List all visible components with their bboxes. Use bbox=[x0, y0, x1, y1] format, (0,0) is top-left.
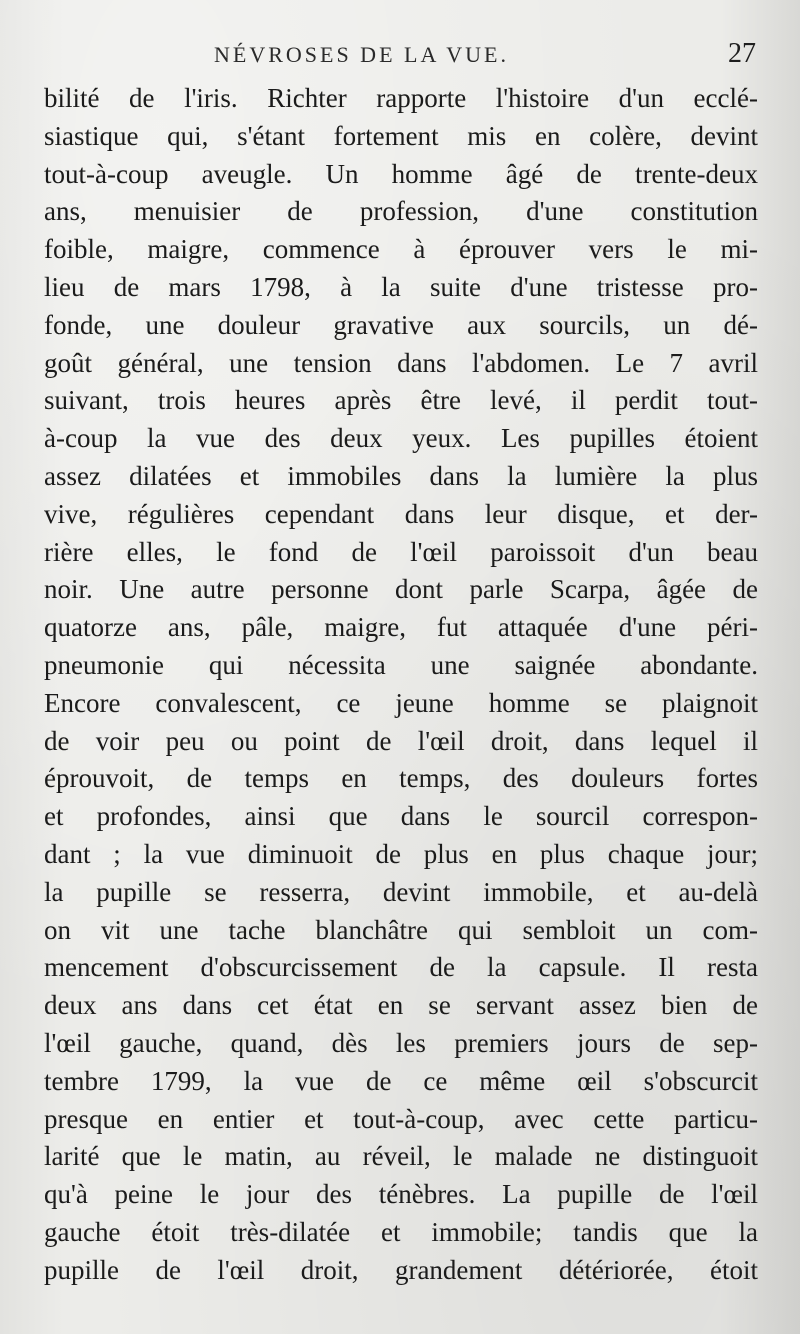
text-line: l'œil gauche, quand, dès les premiers jours de sep- bbox=[44, 1027, 758, 1058]
text-line: on vit une tache blanchâtre qui sembloit un com- bbox=[44, 914, 758, 945]
text-line: bilité de l'iris. Richter rapporte l'histoire d'un ecclé- bbox=[44, 83, 758, 113]
text-line: mencement d'obscurcissement de la capsule. Il resta bbox=[44, 952, 758, 983]
text-line: siastique qui, s'étant fortement mis en colère, devint bbox=[44, 120, 758, 151]
text-line: goût général, une tension dans l'abdomen. Le 7 avril bbox=[44, 347, 758, 378]
text-line: ans, menuisier de profession, d'une constitution bbox=[44, 196, 758, 227]
text-line: la pupille se resserra, devint immobile, et au-delà bbox=[44, 876, 758, 907]
text-line: Encore convalescent, ce jeune homme se plaignoit bbox=[44, 687, 758, 718]
text-line: pupille de l'œil droit, grandement détériorée, étoit bbox=[44, 1254, 758, 1285]
text-line: vive, régulières cependant dans leur disque, et der- bbox=[44, 498, 758, 529]
text-line: deux ans dans cet état en se servant assez bien de bbox=[44, 990, 758, 1021]
text-line: rière elles, le fond de l'œil paroissoit d'un beau bbox=[44, 536, 758, 567]
running-title: NÉVROSES DE LA VUE. bbox=[214, 42, 509, 67]
text-line: lieu de mars 1798, à la suite d'une tristesse pro- bbox=[44, 271, 758, 302]
text-line: larité que le matin, au réveil, le malade ne distinguoit bbox=[44, 1141, 758, 1172]
text-line: de voir peu ou point de l'œil droit, dans lequel il bbox=[44, 725, 758, 756]
text-line: et profondes, ainsi que dans le sourcil correspon- bbox=[44, 801, 758, 832]
page-number: 27 bbox=[728, 38, 756, 69]
text-line: suivant, trois heures après être levé, il perdit tout- bbox=[44, 385, 758, 416]
text-line: assez dilatées et immobiles dans la lumière la plus bbox=[44, 460, 758, 491]
text-line: à-coup la vue des deux yeux. Les pupilles étoient bbox=[44, 423, 758, 454]
text-line: tout-à-coup aveugle. Un homme âgé de trente-deux bbox=[44, 158, 758, 189]
text-line: dant ; la vue diminuoit de plus en plus chaque jour; bbox=[44, 838, 758, 869]
text-line: tembre 1799, la vue de ce même œil s'obscurcit bbox=[44, 1065, 758, 1096]
page-header bbox=[0, 38, 800, 78]
text-line: presque en entier et tout-à-coup, avec cette particu- bbox=[44, 1103, 758, 1134]
text-line: qu'à peine le jour des ténèbres. La pupille de l'œil bbox=[44, 1179, 758, 1210]
body-text bbox=[44, 80, 758, 1290]
text-line: éprouvoit, de temps en temps, des douleurs fortes bbox=[44, 763, 758, 794]
text-line: gauche étoit très-dilatée et immobile; tandis que la bbox=[44, 1216, 758, 1247]
text-line: foible, maigre, commence à éprouver vers le mi- bbox=[44, 234, 758, 265]
text-line: fonde, une douleur gravative aux sourcils, un dé- bbox=[44, 309, 758, 340]
text-line: quatorze ans, pâle, maigre, fut attaquée d'une péri- bbox=[44, 612, 758, 643]
text-line: noir. Une autre personne dont parle Scarpa, âgée de bbox=[44, 574, 758, 605]
text-line: pneumonie qui nécessita une saignée abondante. bbox=[44, 649, 758, 680]
